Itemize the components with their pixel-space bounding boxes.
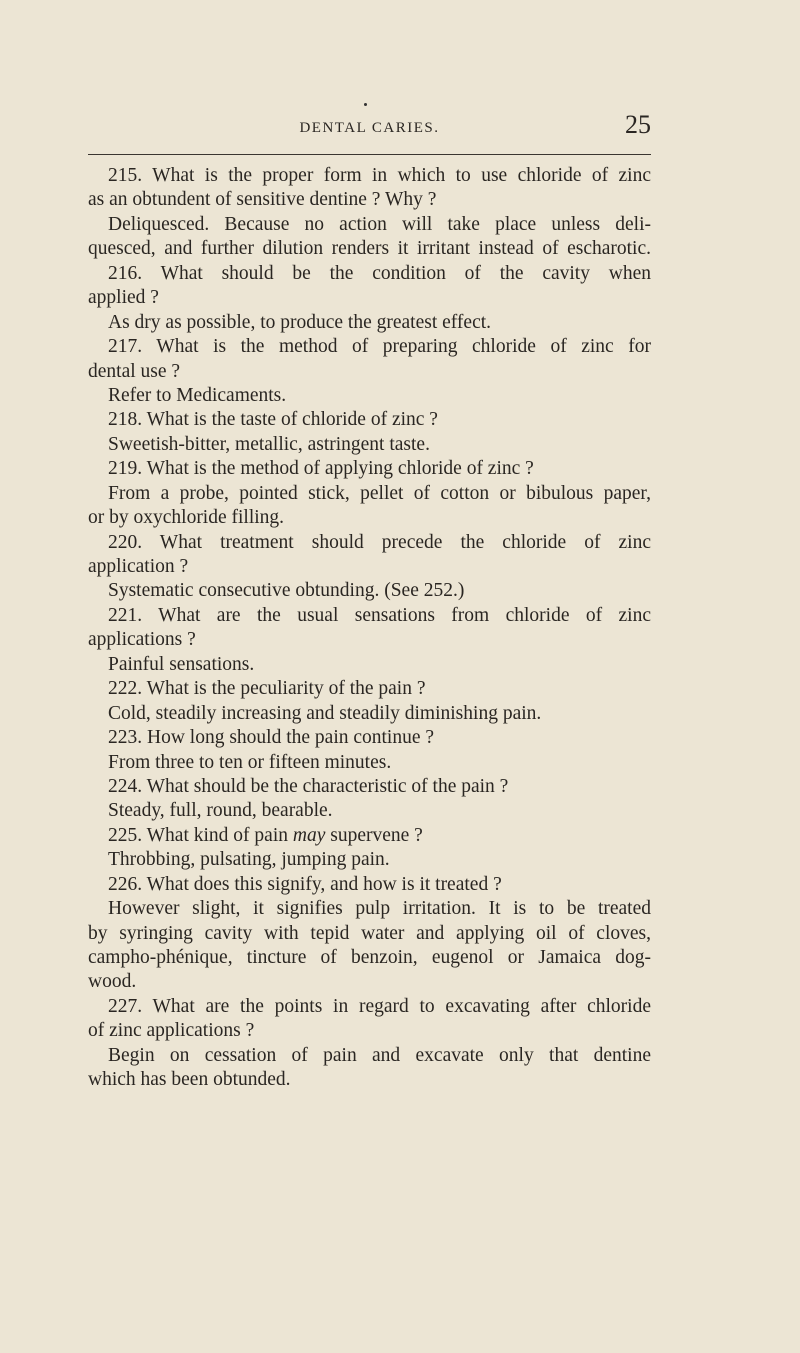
text-line-content: 221. What are the usual sensations from chloride of zinc: [108, 604, 651, 626]
text-line-content: Throbbing, pulsating, jumping pain.: [108, 849, 390, 871]
text-line-content: supervene ?: [325, 824, 423, 846]
text-line-content: 227. What are the points in regard to excavating after chloride: [108, 995, 651, 1017]
text-line: [88, 799, 651, 823]
text-line-content: As dry as possible, to produce the greatest effect.: [108, 311, 492, 333]
text-line: [88, 824, 651, 848]
text-line-content: 223. How long should the pain continue ?: [108, 727, 435, 749]
text-line-content: quesced, and further dilution renders it irritant instead of escharotic.: [88, 238, 651, 260]
text-line-content: From three to ten or fifteen minutes.: [108, 751, 392, 773]
emphasis: may: [292, 824, 326, 846]
print-speck: [364, 103, 367, 106]
text-line: [88, 726, 651, 750]
text-line: [88, 897, 651, 921]
text-line: [88, 873, 651, 897]
text-line: [88, 506, 651, 530]
text-line-content: wood.: [88, 971, 137, 993]
text-line: [88, 604, 651, 628]
text-line: [88, 1019, 651, 1043]
text-line-content: However slight, it signifies pulp irritation. It is to be treated: [108, 898, 651, 920]
text-line: [88, 922, 651, 946]
page-number: 25: [625, 110, 651, 139]
text-line-content: 215. What is the proper form in which to use chloride of zinc: [108, 165, 651, 186]
text-line-content: Deliquesced. Because no action will take place unless deli-: [108, 213, 651, 235]
text-line-content: From a probe, pointed stick, pellet of cotton or bibulous paper,: [108, 482, 651, 504]
text-line-content: Painful sensations.: [108, 653, 255, 675]
text-line: [88, 653, 651, 677]
page-body: [88, 164, 651, 1093]
text-line: [88, 628, 651, 652]
text-line: [88, 335, 651, 359]
text-line: [88, 995, 651, 1019]
text-line-content: which has been obtunded.: [88, 1069, 291, 1091]
text-line-content: by syringing cavity with tepid water and applying oil of cloves,: [88, 922, 651, 944]
text-line: [88, 1068, 651, 1092]
text-line: [88, 848, 651, 872]
text-line-content: dental use ?: [88, 360, 181, 382]
text-line: [88, 970, 651, 994]
text-line-content: 225. What kind of pain: [108, 824, 293, 846]
text-line-content: of zinc applications ?: [88, 1020, 255, 1042]
text-line: [88, 1044, 651, 1068]
text-line: [88, 188, 651, 212]
text-line: [88, 579, 651, 603]
text-line: [88, 555, 651, 579]
text-line: [88, 164, 651, 188]
text-line: [88, 433, 651, 457]
text-line: [88, 360, 651, 384]
text-line-content: 222. What is the peculiarity of the pain ?: [108, 678, 426, 700]
text-line-content: or by oxychloride filling.: [88, 507, 285, 529]
text-line: [88, 751, 651, 775]
text-line: [88, 311, 651, 335]
text-line: [88, 775, 651, 799]
text-line-content: 226. What does this signify, and how is it treated ?: [108, 873, 502, 895]
running-header: [88, 110, 651, 144]
text-line-content: 217. What is the method of preparing chloride of zinc for: [108, 336, 651, 358]
text-line-content: application ?: [88, 556, 189, 577]
text-line-content: 216. What should be the condition of the cavity when: [108, 262, 651, 284]
text-line-content: Begin on cessation of pain and excavate only that dentine: [108, 1044, 651, 1066]
text-line-content: Systematic consecutive obtunding. (See 252.): [108, 580, 465, 602]
text-line-content: 224. What should be the characteristic of the pain ?: [108, 775, 509, 797]
text-line: [88, 384, 651, 408]
running-title: DENTAL CARIES.: [299, 120, 440, 136]
text-line-content: applied ?: [88, 287, 159, 309]
text-line: [88, 213, 651, 237]
text-line: [88, 286, 651, 310]
text-line: [88, 946, 651, 970]
header-rule: [88, 154, 651, 155]
text-line-content: applications ?: [88, 629, 196, 651]
text-line: [88, 677, 651, 701]
text-line-content: 220. What treatment should precede the chloride of zinc: [108, 531, 651, 553]
text-line: [88, 457, 651, 481]
text-line: [88, 262, 651, 286]
text-line: [88, 237, 651, 261]
text-line: [88, 702, 651, 726]
text-line-content: Cold, steadily increasing and steadily diminishing pain.: [108, 702, 542, 724]
text-line: [88, 531, 651, 555]
text-line-content: 218. What is the taste of chloride of zinc ?: [108, 409, 438, 431]
text-line-content: 219. What is the method of applying chloride of zinc ?: [108, 458, 534, 480]
text-line-content: campho-phénique, tincture of benzoin, eugenol or Jamaica dog-: [88, 947, 651, 968]
text-line-content: Steady, full, round, bearable.: [108, 800, 333, 822]
text-line-content: Refer to Medicaments.: [108, 384, 287, 406]
text-line: [88, 408, 651, 432]
text-line-content: Sweetish-bitter, metallic, astringent taste.: [108, 433, 430, 455]
text-line-content: as an obtundent of sensitive dentine ? Why ?: [88, 189, 437, 211]
text-line: [88, 482, 651, 506]
